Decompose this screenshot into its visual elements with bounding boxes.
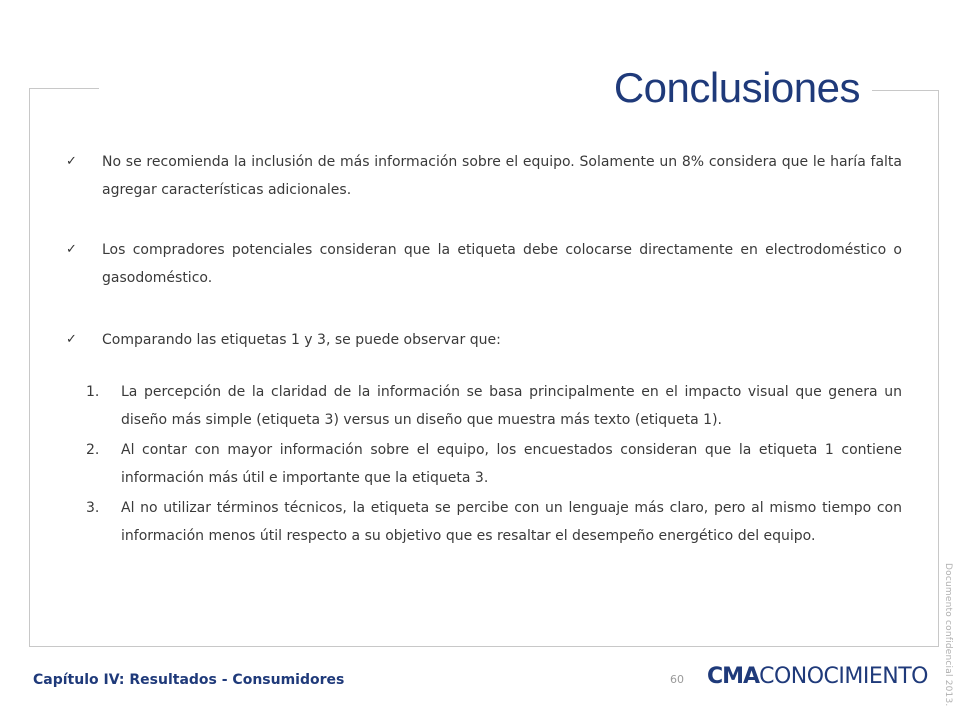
item-number: 2. [86,442,100,458]
slide-content [66,148,902,552]
bullet-item [66,326,902,354]
bullet-text: Comparando las etiquetas 1 y 3, se puede observar que: [102,332,501,348]
item-text: Al no utilizar términos técnicos, la etiqueta se percibe con un lenguaje más claro, pero al mismo tiempo con información menos útil respecto a su objetivo que es resaltar el desempeño energético del equipo. [121,500,902,544]
checkmark-icon: ✓ [66,332,77,347]
numbered-item [66,436,902,492]
item-number: 3. [86,500,100,516]
checkmark-icon: ✓ [66,154,77,169]
frame-bottom-border [29,646,939,647]
frame-right-border [938,90,939,646]
bullet-text: Los compradores potenciales consideran que la etiqueta debe colocarse directamente en electrodoméstico o gasodoméstico. [102,242,902,286]
frame-left-border [29,88,30,646]
bullet-item [66,236,902,292]
page-number: 60 [670,673,684,686]
logo-strong-text: CMA [707,664,760,689]
bullet-text: No se recomienda la inclusión de más información sobre el equipo. Solamente un 8% considera que le haría falta agregar características adicionales. [102,154,902,198]
chapter-label: Capítulo IV: Resultados - Consumidores [33,672,345,688]
bullet-item [66,148,902,204]
numbered-item [66,494,902,550]
item-text: Al contar con mayor información sobre el equipo, los encuestados consideran que la etiqueta 1 contiene información más útil e importante que la etiqueta 3. [121,442,902,486]
item-number: 1. [86,384,100,400]
frame-top-left-border [29,88,99,89]
numbered-item [66,378,902,434]
logo-light-text: CONOCIMIENTO [759,664,928,689]
item-text: La percepción de la claridad de la información se basa principalmente en el impacto visual que genera un diseño más simple (etiqueta 3) versus un diseño que muestra más texto (etiqueta 1). [121,384,902,428]
checkmark-icon: ✓ [66,242,77,257]
confidential-note: Documento confidencial 2013. [943,563,953,707]
frame-top-right-border [872,90,939,91]
cma-conocimiento-logo [707,664,928,689]
page-title: Conclusiones [613,64,860,111]
